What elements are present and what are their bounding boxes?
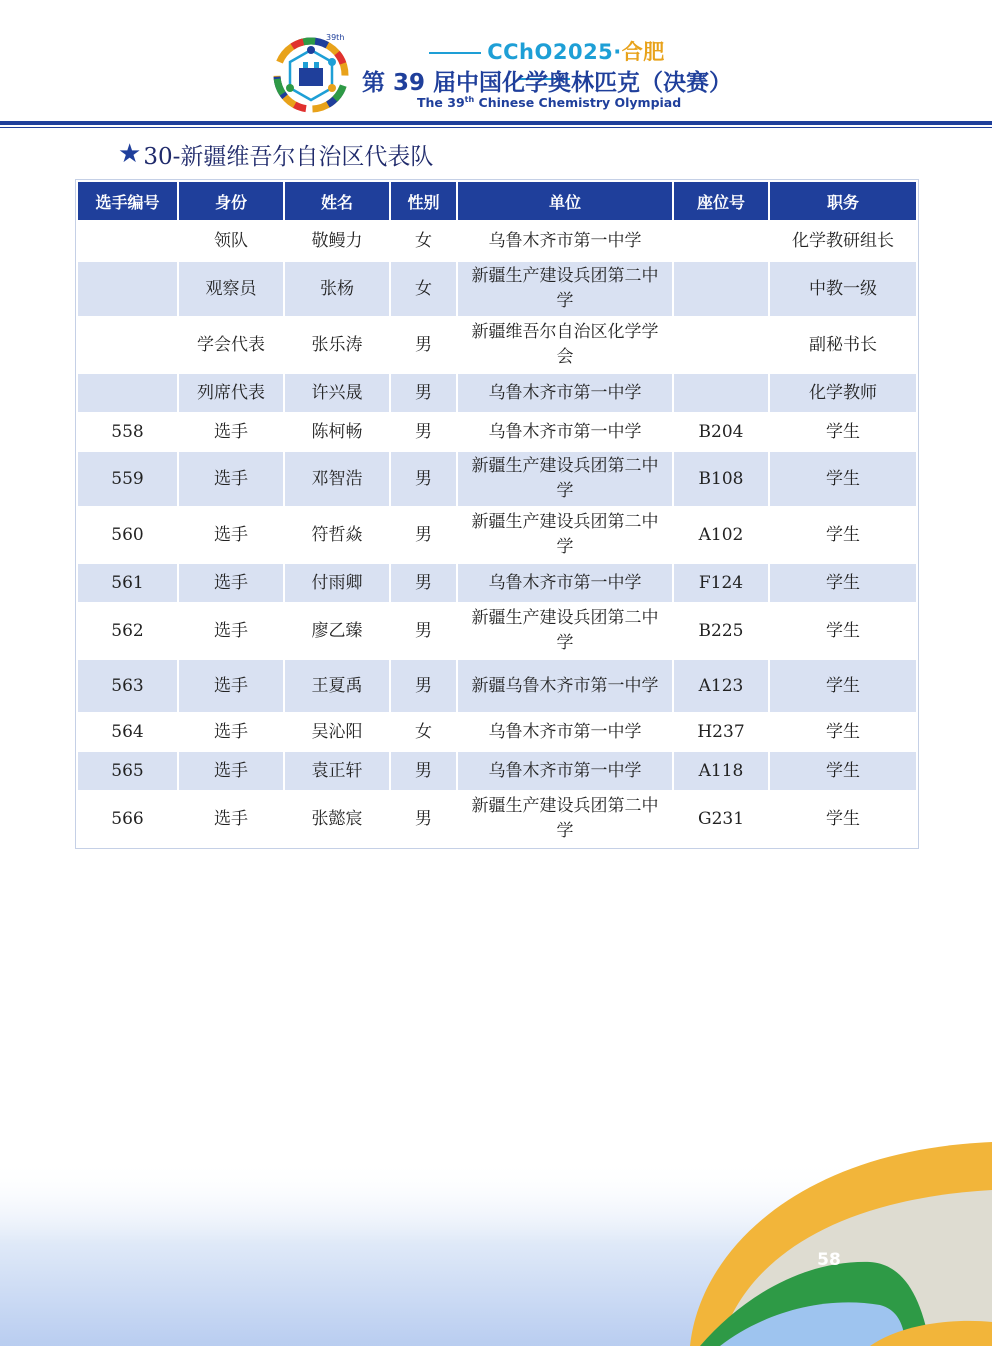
- col-header-position: 职务: [769, 181, 917, 221]
- logo-badge: 39th: [326, 33, 345, 42]
- cell-position: 中教一级: [769, 261, 917, 317]
- cell-seat: B108: [673, 451, 769, 507]
- cell-unit: 新疆生产建设兵团第二中学: [457, 791, 673, 847]
- cell-name: 王夏禹: [284, 659, 390, 713]
- cell-seat: B204: [673, 413, 769, 451]
- cell-role: 选手: [178, 507, 284, 563]
- cell-gender: 男: [390, 603, 457, 659]
- tagline-sep: ·: [613, 40, 622, 64]
- cell-name: 张乐涛: [284, 317, 390, 373]
- subtitle-sup: th: [464, 95, 475, 104]
- cell-number: [77, 317, 178, 373]
- cell-seat: [673, 221, 769, 261]
- cell-name: 许兴晟: [284, 373, 390, 413]
- table-row: [77, 659, 917, 713]
- cell-unit: 乌鲁木齐市第一中学: [457, 563, 673, 603]
- cell-position: 化学教师: [769, 373, 917, 413]
- table-row: [77, 451, 917, 507]
- tagline-prefix: CChO2025: [487, 40, 614, 64]
- col-header-name: 姓名: [284, 181, 390, 221]
- footer-decoration: [0, 1130, 992, 1346]
- cell-role: 观察员: [178, 261, 284, 317]
- table-row: [77, 261, 917, 317]
- table-row: [77, 791, 917, 847]
- table-row: [77, 221, 917, 261]
- table-row: [77, 373, 917, 413]
- cell-role: 选手: [178, 451, 284, 507]
- subtitle-pre: The 39: [417, 95, 465, 111]
- cell-name: 敬鳗力: [284, 221, 390, 261]
- cell-number: 564: [77, 713, 178, 751]
- cell-position: 副秘书长: [769, 317, 917, 373]
- cell-gender: 男: [390, 791, 457, 847]
- cell-number: 563: [77, 659, 178, 713]
- header-rule-thin: [0, 127, 992, 128]
- cell-gender: 男: [390, 373, 457, 413]
- cell-name: 付雨卿: [284, 563, 390, 603]
- table-row: [77, 413, 917, 451]
- cell-number: 562: [77, 603, 178, 659]
- ccho-logo-icon: [266, 30, 356, 116]
- cell-number: 566: [77, 791, 178, 847]
- table-row: [77, 563, 917, 603]
- cell-seat: A118: [673, 751, 769, 791]
- cell-role: 选手: [178, 659, 284, 713]
- cell-unit: 乌鲁木齐市第一中学: [457, 413, 673, 451]
- cell-unit: 乌鲁木齐市第一中学: [457, 751, 673, 791]
- header-subtitle: [417, 95, 717, 110]
- cell-seat: G231: [673, 791, 769, 847]
- table-header-row: [77, 181, 917, 221]
- cell-number: 559: [77, 451, 178, 507]
- col-header-number: 选手编号: [77, 181, 178, 221]
- cell-gender: 女: [390, 221, 457, 261]
- cell-seat: [673, 317, 769, 373]
- section-title-text: 30-新疆维吾尔自治区代表队: [143, 143, 434, 170]
- cell-name: 吴沁阳: [284, 713, 390, 751]
- cell-role: 选手: [178, 563, 284, 603]
- header-title: 第 39 届中国化学奥林匹克（决赛）: [362, 70, 733, 96]
- cell-name: 陈柯畅: [284, 413, 390, 451]
- cell-name: 廖乙臻: [284, 603, 390, 659]
- col-header-gender: 性别: [390, 181, 457, 221]
- cell-position: 学生: [769, 451, 917, 507]
- cell-unit: 新疆生产建设兵团第二中学: [457, 261, 673, 317]
- page-header: [0, 0, 992, 128]
- cell-name: 张杨: [284, 261, 390, 317]
- cell-number: [77, 221, 178, 261]
- cell-gender: 男: [390, 563, 457, 603]
- cell-number: 565: [77, 751, 178, 791]
- cell-seat: A102: [673, 507, 769, 563]
- cell-gender: 男: [390, 317, 457, 373]
- cell-role: 列席代表: [178, 373, 284, 413]
- tagline-city: 合肥: [621, 40, 665, 64]
- cell-position: 学生: [769, 659, 917, 713]
- cell-number: [77, 373, 178, 413]
- cell-position: 学生: [769, 603, 917, 659]
- cell-role: 领队: [178, 221, 284, 261]
- table-row: [77, 603, 917, 659]
- cell-unit: 乌鲁木齐市第一中学: [457, 713, 673, 751]
- cell-seat: [673, 373, 769, 413]
- cell-number: 558: [77, 413, 178, 451]
- roster-table: [76, 180, 918, 848]
- cell-role: 选手: [178, 751, 284, 791]
- cell-position: 学生: [769, 563, 917, 603]
- cell-gender: 男: [390, 413, 457, 451]
- cell-role: 选手: [178, 713, 284, 751]
- cell-role: 学会代表: [178, 317, 284, 373]
- cell-seat: A123: [673, 659, 769, 713]
- header-rule-thick: [0, 121, 992, 125]
- cell-unit: 乌鲁木齐市第一中学: [457, 373, 673, 413]
- cell-unit: 乌鲁木齐市第一中学: [457, 221, 673, 261]
- tagline-left-rule: [429, 52, 481, 54]
- table-row: [77, 751, 917, 791]
- col-header-seat: 座位号: [673, 181, 769, 221]
- cell-unit: 新疆生产建设兵团第二中学: [457, 451, 673, 507]
- cell-position: 化学教研组长: [769, 221, 917, 261]
- cell-name: 符哲焱: [284, 507, 390, 563]
- cell-role: 选手: [178, 413, 284, 451]
- col-header-role: 身份: [178, 181, 284, 221]
- table-row: [77, 507, 917, 563]
- cell-gender: 男: [390, 451, 457, 507]
- cell-seat: B225: [673, 603, 769, 659]
- table-row: [77, 713, 917, 751]
- cell-gender: 男: [390, 507, 457, 563]
- cell-name: 邓智浩: [284, 451, 390, 507]
- cell-unit: 新疆生产建设兵团第二中学: [457, 507, 673, 563]
- cell-unit: 新疆维吾尔自治区化学学会: [457, 317, 673, 373]
- cell-role: 选手: [178, 791, 284, 847]
- cell-gender: 男: [390, 751, 457, 791]
- cell-gender: 男: [390, 659, 457, 713]
- section-title: [118, 138, 433, 170]
- col-header-unit: 单位: [457, 181, 673, 221]
- cell-seat: H237: [673, 713, 769, 751]
- cell-seat: [673, 261, 769, 317]
- page-number: 58: [817, 1250, 841, 1270]
- cell-name: 袁正轩: [284, 751, 390, 791]
- cell-seat: F124: [673, 563, 769, 603]
- cell-gender: 女: [390, 713, 457, 751]
- cell-name: 张懿宸: [284, 791, 390, 847]
- cell-number: 560: [77, 507, 178, 563]
- cell-position: 学生: [769, 507, 917, 563]
- cell-position: 学生: [769, 751, 917, 791]
- cell-position: 学生: [769, 791, 917, 847]
- cell-number: [77, 261, 178, 317]
- cell-unit: 新疆乌鲁木齐市第一中学: [457, 659, 673, 713]
- cell-position: 学生: [769, 713, 917, 751]
- cell-position: 学生: [769, 413, 917, 451]
- cell-role: 选手: [178, 603, 284, 659]
- cell-unit: 新疆生产建设兵团第二中学: [457, 603, 673, 659]
- subtitle-post: Chinese Chemistry Olympiad: [474, 95, 682, 111]
- cell-number: 561: [77, 563, 178, 603]
- cell-gender: 女: [390, 261, 457, 317]
- star-icon: ★: [118, 139, 142, 169]
- table-row: [77, 317, 917, 373]
